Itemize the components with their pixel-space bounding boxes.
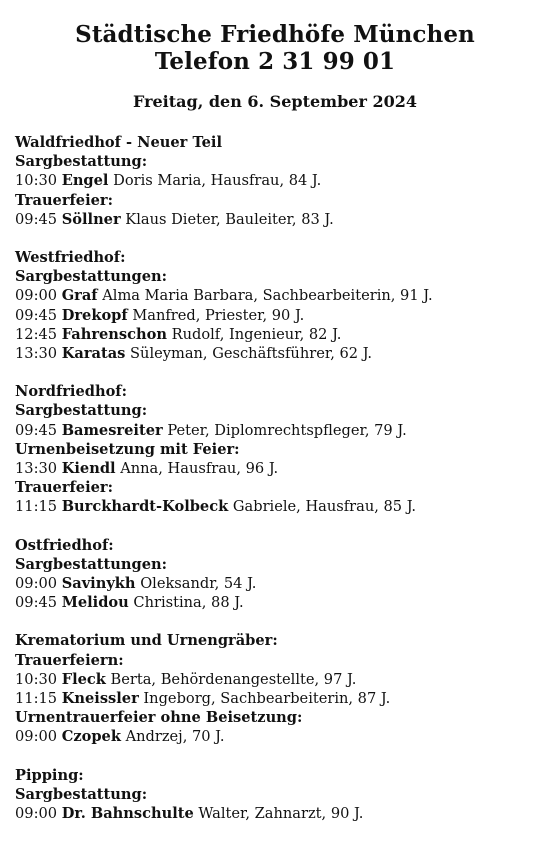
- deceased-details: Doris Maria, Hausfrau, 84 J.: [113, 172, 322, 190]
- ceremony-type: Sargbestattungen:: [15, 268, 167, 286]
- cemetery-sections: [15, 133, 540, 842]
- funeral-entry: [15, 286, 540, 305]
- deceased-surname: Engel: [61, 172, 109, 190]
- funeral-entry: [15, 727, 540, 746]
- funeral-entry: [15, 325, 540, 344]
- entry-time: 10:30: [15, 670, 58, 688]
- notice-header: [0, 0, 550, 112]
- funeral-entry: [15, 171, 540, 190]
- notice-title: Städtische Friedhöfe München: [75, 21, 475, 48]
- entry-time: 13:30: [15, 345, 58, 363]
- cemetery-section: [15, 766, 540, 824]
- deceased-surname: Karatas: [61, 345, 126, 363]
- funeral-entry: [15, 804, 540, 823]
- ceremony-type: Sargbestattung:: [15, 785, 148, 803]
- deceased-details: Klaus Dieter, Bauleiter, 83 J.: [125, 210, 334, 228]
- deceased-surname: Burckhardt-Kolbeck: [61, 498, 229, 516]
- funeral-entry: [15, 459, 540, 478]
- cemetery-section: [15, 631, 540, 746]
- deceased-details: Alma Maria Barbara, Sachbearbeiterin, 91 J.: [102, 287, 433, 305]
- funeral-entry: [15, 670, 540, 689]
- cemetery-name: Krematorium und Urnengräber:: [15, 632, 278, 650]
- deceased-surname: Drekopf: [61, 306, 128, 324]
- entry-time: 09:00: [15, 287, 58, 305]
- funeral-entry: [15, 344, 540, 363]
- funeral-entry: [15, 210, 540, 229]
- notice-date: Freitag, den 6. September 2024: [132, 92, 417, 111]
- entry-time: 11:15: [15, 498, 58, 516]
- entry-time: 12:45: [15, 325, 58, 343]
- deceased-details: Walter, Zahnarzt, 90 J.: [198, 805, 364, 823]
- entry-time: 09:00: [15, 805, 58, 823]
- deceased-details: Manfred, Priester, 90 J.: [132, 306, 305, 324]
- deceased-surname: Fahrenschon: [61, 325, 167, 343]
- deceased-surname: Söllner: [61, 210, 121, 228]
- phone-number: Telefon 2 31 99 01: [154, 48, 396, 75]
- cemetery-name: Waldfriedhof - Neuer Teil: [15, 134, 223, 151]
- deceased-surname: Bamesreiter: [61, 421, 163, 439]
- cemetery-section: [15, 382, 540, 516]
- funeral-entry: [15, 689, 540, 708]
- deceased-surname: Kiendl: [61, 460, 116, 478]
- cemetery-section: [15, 248, 540, 363]
- entry-time: 09:00: [15, 728, 58, 746]
- entry-time: 11:15: [15, 690, 58, 708]
- cemetery-name: Pipping:: [15, 766, 84, 784]
- ceremony-type: Sargbestattung:: [15, 153, 148, 171]
- funeral-entry: [15, 574, 540, 593]
- entry-time: 09:45: [15, 421, 58, 439]
- deceased-details: Süleyman, Geschäftsführer, 62 J.: [130, 345, 373, 363]
- ceremony-type: Urnenbeisetzung mit Feier:: [15, 440, 240, 458]
- entry-time: 09:00: [15, 575, 58, 593]
- deceased-surname: Savinykh: [61, 575, 136, 593]
- deceased-details: Andrzej, 70 J.: [125, 728, 225, 746]
- cemetery-name: Nordfriedhof:: [15, 383, 127, 401]
- deceased-surname: Czopek: [61, 728, 121, 746]
- deceased-details: Rudolf, Ingenieur, 82 J.: [171, 325, 342, 343]
- entry-time: 10:30: [15, 172, 58, 190]
- deceased-details: Oleksandr, 54 J.: [140, 575, 257, 593]
- cemetery-section: [15, 133, 540, 229]
- cemetery-section: [15, 536, 540, 613]
- entry-time: 09:45: [15, 594, 58, 612]
- deceased-details: Gabriele, Hausfrau, 85 J.: [232, 498, 417, 516]
- funeral-entry: [15, 593, 540, 612]
- ceremony-type: Trauerfeiern:: [15, 651, 124, 669]
- ceremony-type: Urnentrauerfeier ohne Beisetzung:: [15, 709, 303, 727]
- cemetery-name: Ostfriedhof:: [15, 536, 114, 554]
- funeral-entry: [15, 306, 540, 325]
- deceased-details: Peter, Diplomrechtspfleger, 79 J.: [167, 421, 407, 439]
- deceased-details: Anna, Hausfrau, 96 J.: [120, 460, 279, 478]
- deceased-surname: Melidou: [61, 594, 129, 612]
- ceremony-type: Sargbestattung:: [15, 402, 148, 420]
- deceased-details: Ingeborg, Sachbearbeiterin, 87 J.: [143, 690, 391, 708]
- ceremony-type: Trauerfeier:: [15, 479, 113, 497]
- entry-time: 13:30: [15, 460, 58, 478]
- deceased-surname: Kneissler: [61, 690, 139, 708]
- cemetery-name: Westfriedhof:: [15, 249, 126, 267]
- entry-time: 09:45: [15, 306, 58, 324]
- funeral-entry: [15, 497, 540, 516]
- ceremony-type: Trauerfeier:: [15, 191, 113, 209]
- deceased-details: Berta, Behördenangestellte, 97 J.: [110, 670, 357, 688]
- deceased-details: Christina, 88 J.: [133, 594, 244, 612]
- ceremony-type: Sargbestattungen:: [15, 555, 167, 573]
- deceased-surname: Graf: [61, 287, 98, 305]
- deceased-surname: Dr. Bahnschulte: [61, 805, 194, 823]
- funeral-entry: [15, 421, 540, 440]
- entry-time: 09:45: [15, 210, 58, 228]
- deceased-surname: Fleck: [61, 670, 106, 688]
